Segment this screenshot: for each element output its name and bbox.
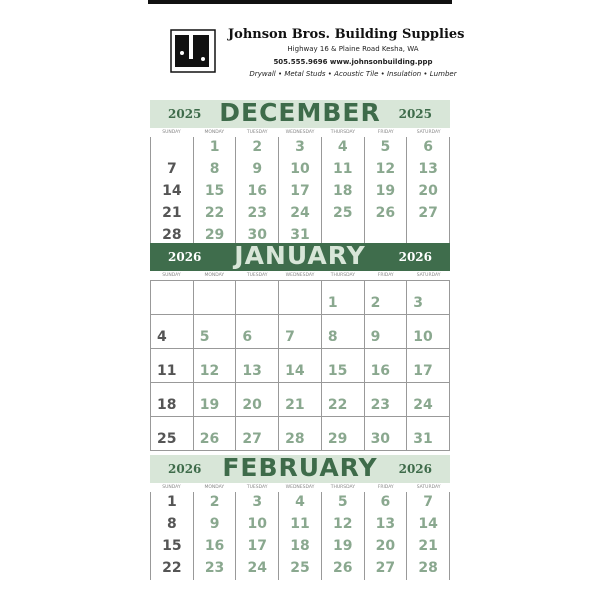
day-cell xyxy=(194,137,237,159)
day-number: 8 xyxy=(327,329,338,345)
weekday-label: TUESDAY xyxy=(246,130,268,135)
weekday-label: TUESDAY xyxy=(246,485,268,490)
day-number: 6 xyxy=(423,139,434,155)
day-cell xyxy=(151,349,194,383)
day-cell xyxy=(365,137,408,159)
day-number: 18 xyxy=(157,397,177,413)
day-cell xyxy=(151,536,194,558)
day-number: 17 xyxy=(247,538,268,554)
day-cell xyxy=(151,315,194,349)
day-number: 27 xyxy=(375,560,396,576)
day-cell xyxy=(365,536,408,558)
month-year-left: 2026 xyxy=(168,250,202,264)
day-cell xyxy=(194,492,237,514)
day-number: 13 xyxy=(418,161,438,177)
day-number: 1 xyxy=(209,139,220,155)
weekday-label: FRIDAY xyxy=(377,485,394,490)
weekday-label: FRIDAY xyxy=(377,273,394,278)
day-number: 31 xyxy=(413,431,433,447)
day-cell xyxy=(322,281,365,315)
day-cell xyxy=(151,181,194,203)
day-cell xyxy=(365,181,408,203)
day-cell xyxy=(407,281,450,315)
day-number: 7 xyxy=(166,161,177,177)
day-cell xyxy=(151,383,194,417)
weekday-label: MONDAY xyxy=(204,273,225,278)
weekday-label: WEDNESDAY xyxy=(285,485,315,490)
day-cell xyxy=(407,383,450,417)
day-cell xyxy=(279,383,322,417)
day-number: 21 xyxy=(418,538,438,554)
day-number: 22 xyxy=(204,205,225,221)
weekday-label: SATURDAY xyxy=(416,273,441,278)
day-number: 15 xyxy=(204,183,225,199)
day-number: 1 xyxy=(166,494,177,510)
day-number: 6 xyxy=(380,494,391,510)
day-number: 2 xyxy=(252,139,263,155)
day-number: 23 xyxy=(204,560,225,576)
day-number: 12 xyxy=(375,161,396,177)
day-cell xyxy=(236,181,279,203)
day-number: 11 xyxy=(290,516,310,532)
company-contact: 505.555.9696 www.johnsonbuilding.ppp xyxy=(273,58,433,66)
day-number: 10 xyxy=(247,516,268,532)
day-number: 9 xyxy=(370,329,381,345)
day-cell xyxy=(151,203,194,225)
day-cell xyxy=(236,159,279,181)
day-cell xyxy=(151,137,194,159)
day-number: 12 xyxy=(199,363,220,379)
month-year-right: 2026 xyxy=(398,462,432,476)
day-cell xyxy=(151,492,194,514)
day-cell xyxy=(236,558,279,580)
day-cell xyxy=(322,203,365,225)
day-cell xyxy=(236,203,279,225)
day-number: 28 xyxy=(162,227,182,243)
day-number: 29 xyxy=(327,431,348,447)
month-band xyxy=(150,100,450,128)
weekday-label: FRIDAY xyxy=(377,130,394,135)
day-number: 30 xyxy=(247,227,268,243)
day-number: 23 xyxy=(370,397,391,413)
day-cell xyxy=(279,137,322,159)
day-cell xyxy=(322,417,365,451)
weekday-label: THURSDAY xyxy=(330,130,355,135)
company-products: Drywall • Metal Studs • Acoustic Tile • Insulation • Lumber xyxy=(249,70,457,78)
day-cell xyxy=(151,514,194,536)
day-number: 9 xyxy=(209,516,220,532)
day-cell xyxy=(365,281,408,315)
day-number: 19 xyxy=(199,397,220,413)
day-cell xyxy=(194,181,237,203)
day-cell xyxy=(279,349,322,383)
day-number: 14 xyxy=(162,183,182,199)
day-number: 12 xyxy=(332,516,353,532)
day-number: 14 xyxy=(285,363,305,379)
company-address: Highway 16 & Plaine Road Kesha, WA xyxy=(287,45,419,53)
day-cell xyxy=(236,514,279,536)
day-number: 5 xyxy=(199,329,210,345)
day-number: 27 xyxy=(242,431,262,447)
day-cell xyxy=(365,383,408,417)
day-cell xyxy=(322,492,365,514)
day-number: 14 xyxy=(418,516,438,532)
day-cell xyxy=(279,558,322,580)
day-cell xyxy=(407,558,450,580)
day-cell xyxy=(322,315,365,349)
day-cell xyxy=(407,349,450,383)
day-cell xyxy=(236,137,279,159)
day-cell xyxy=(407,514,450,536)
day-cell xyxy=(322,349,365,383)
day-cell xyxy=(365,492,408,514)
weekday-header xyxy=(150,271,450,280)
day-number: 2 xyxy=(370,295,381,311)
top-rule xyxy=(148,0,452,4)
day-cell xyxy=(407,159,450,181)
day-number: 19 xyxy=(332,538,353,554)
day-number: 16 xyxy=(247,183,268,199)
day-number: 5 xyxy=(380,139,391,155)
day-cell xyxy=(407,492,450,514)
weekday-header xyxy=(150,128,450,137)
day-cell xyxy=(322,514,365,536)
day-cell xyxy=(279,281,322,315)
day-number: 28 xyxy=(285,431,305,447)
month-year-right: 2025 xyxy=(398,107,432,121)
day-number: 17 xyxy=(413,363,433,379)
day-number: 17 xyxy=(290,183,310,199)
day-cell xyxy=(279,315,322,349)
day-cell xyxy=(322,137,365,159)
day-number: 25 xyxy=(157,431,177,447)
day-number: 26 xyxy=(375,205,396,221)
day-cell xyxy=(151,281,194,315)
day-cell xyxy=(151,159,194,181)
day-grid xyxy=(150,280,450,451)
day-number: 21 xyxy=(162,205,182,221)
company-name: Johnson Bros. Building Supplies xyxy=(228,27,465,42)
day-number: 22 xyxy=(162,560,182,576)
day-number: 13 xyxy=(375,516,396,532)
day-cell xyxy=(236,492,279,514)
day-cell xyxy=(236,281,279,315)
month-name: FEBRUARY xyxy=(222,453,378,482)
weekday-label: SATURDAY xyxy=(416,485,441,490)
weekday-label: MONDAY xyxy=(204,485,225,490)
day-cell xyxy=(194,536,237,558)
month-february xyxy=(150,455,450,580)
day-cell xyxy=(194,558,237,580)
day-number: 11 xyxy=(332,161,353,177)
day-number: 2 xyxy=(209,494,220,510)
weekday-label: SUNDAY xyxy=(162,273,181,278)
day-number: 16 xyxy=(370,363,391,379)
day-cell xyxy=(279,417,322,451)
day-number: 16 xyxy=(204,538,225,554)
day-cell xyxy=(365,159,408,181)
day-number: 3 xyxy=(295,139,305,155)
month-year-left: 2025 xyxy=(168,107,202,121)
day-cell xyxy=(279,159,322,181)
day-number: 25 xyxy=(332,205,353,221)
day-number: 26 xyxy=(332,560,353,576)
weekday-label: SATURDAY xyxy=(416,130,441,135)
day-number: 18 xyxy=(332,183,353,199)
day-cell xyxy=(322,383,365,417)
day-number: 18 xyxy=(290,538,310,554)
day-cell xyxy=(365,417,408,451)
day-cell xyxy=(407,536,450,558)
day-number: 24 xyxy=(413,397,433,413)
day-cell xyxy=(194,203,237,225)
day-number: 20 xyxy=(242,397,262,413)
weekday-label: MONDAY xyxy=(204,130,225,135)
day-cell xyxy=(407,315,450,349)
day-cell xyxy=(279,514,322,536)
day-number: 25 xyxy=(290,560,310,576)
day-cell xyxy=(194,159,237,181)
day-number: 4 xyxy=(337,139,348,155)
day-number: 13 xyxy=(242,363,262,379)
day-number: 15 xyxy=(327,363,348,379)
day-number: 7 xyxy=(285,329,295,345)
day-number: 11 xyxy=(157,363,177,379)
day-number: 7 xyxy=(423,494,434,510)
advertiser-header xyxy=(148,20,465,90)
day-cell xyxy=(151,417,194,451)
day-cell xyxy=(407,137,450,159)
day-cell xyxy=(279,536,322,558)
day-number: 3 xyxy=(252,494,263,510)
day-cell xyxy=(322,558,365,580)
day-number: 15 xyxy=(162,538,182,554)
day-cell xyxy=(322,536,365,558)
day-number: 10 xyxy=(290,161,310,177)
day-cell xyxy=(194,281,237,315)
day-cell xyxy=(407,203,450,225)
day-number: 21 xyxy=(285,397,305,413)
day-grid xyxy=(150,492,450,580)
day-number: 10 xyxy=(413,329,433,345)
day-number: 23 xyxy=(247,205,268,221)
day-number: 30 xyxy=(370,431,391,447)
day-number: 19 xyxy=(375,183,396,199)
day-grid xyxy=(150,137,450,247)
day-number: 8 xyxy=(209,161,220,177)
day-cell xyxy=(194,349,237,383)
month-name: DECEMBER xyxy=(219,98,381,127)
day-cell xyxy=(236,315,279,349)
day-number: 20 xyxy=(375,538,396,554)
weekday-label: WEDNESDAY xyxy=(285,130,315,135)
day-cell xyxy=(151,558,194,580)
day-cell xyxy=(194,315,237,349)
day-cell xyxy=(194,383,237,417)
month-band xyxy=(150,455,450,483)
day-cell xyxy=(279,203,322,225)
day-number: 8 xyxy=(166,516,177,532)
day-number: 24 xyxy=(290,205,310,221)
day-number: 29 xyxy=(204,227,225,243)
weekday-label: SUNDAY xyxy=(162,130,181,135)
month-band xyxy=(150,243,450,271)
day-cell xyxy=(365,514,408,536)
month-year-right: 2026 xyxy=(398,250,432,264)
day-cell xyxy=(236,383,279,417)
day-number: 4 xyxy=(295,494,305,510)
day-cell xyxy=(365,349,408,383)
day-cell xyxy=(365,558,408,580)
day-cell xyxy=(322,159,365,181)
day-cell xyxy=(194,514,237,536)
day-number: 20 xyxy=(418,183,438,199)
day-number: 3 xyxy=(413,295,424,311)
weekday-label: TUESDAY xyxy=(246,273,268,278)
day-cell xyxy=(365,203,408,225)
day-number: 24 xyxy=(247,560,268,576)
day-cell xyxy=(407,417,450,451)
day-cell xyxy=(322,181,365,203)
day-number: 4 xyxy=(157,329,167,345)
day-number: 5 xyxy=(337,494,348,510)
weekday-label: WEDNESDAY xyxy=(285,273,315,278)
day-cell xyxy=(279,181,322,203)
month-january xyxy=(150,243,450,451)
day-number: 22 xyxy=(327,397,348,413)
day-number: 1 xyxy=(327,295,338,311)
day-cell xyxy=(236,536,279,558)
weekday-label: THURSDAY xyxy=(330,273,355,278)
weekday-label: THURSDAY xyxy=(330,485,355,490)
weekday-label: SUNDAY xyxy=(162,485,181,490)
day-cell xyxy=(279,492,322,514)
day-number: 6 xyxy=(242,329,253,345)
month-december xyxy=(150,100,450,247)
day-number: 28 xyxy=(418,560,438,576)
day-number: 27 xyxy=(418,205,438,221)
month-name: JANUARY xyxy=(234,241,366,270)
day-cell xyxy=(236,349,279,383)
day-number: 26 xyxy=(199,431,220,447)
day-cell xyxy=(407,181,450,203)
day-cell xyxy=(365,315,408,349)
weekday-header xyxy=(150,483,450,492)
day-number: 31 xyxy=(290,227,310,243)
month-year-left: 2026 xyxy=(168,462,202,476)
day-cell xyxy=(236,417,279,451)
day-number: 9 xyxy=(252,161,263,177)
day-cell xyxy=(194,417,237,451)
